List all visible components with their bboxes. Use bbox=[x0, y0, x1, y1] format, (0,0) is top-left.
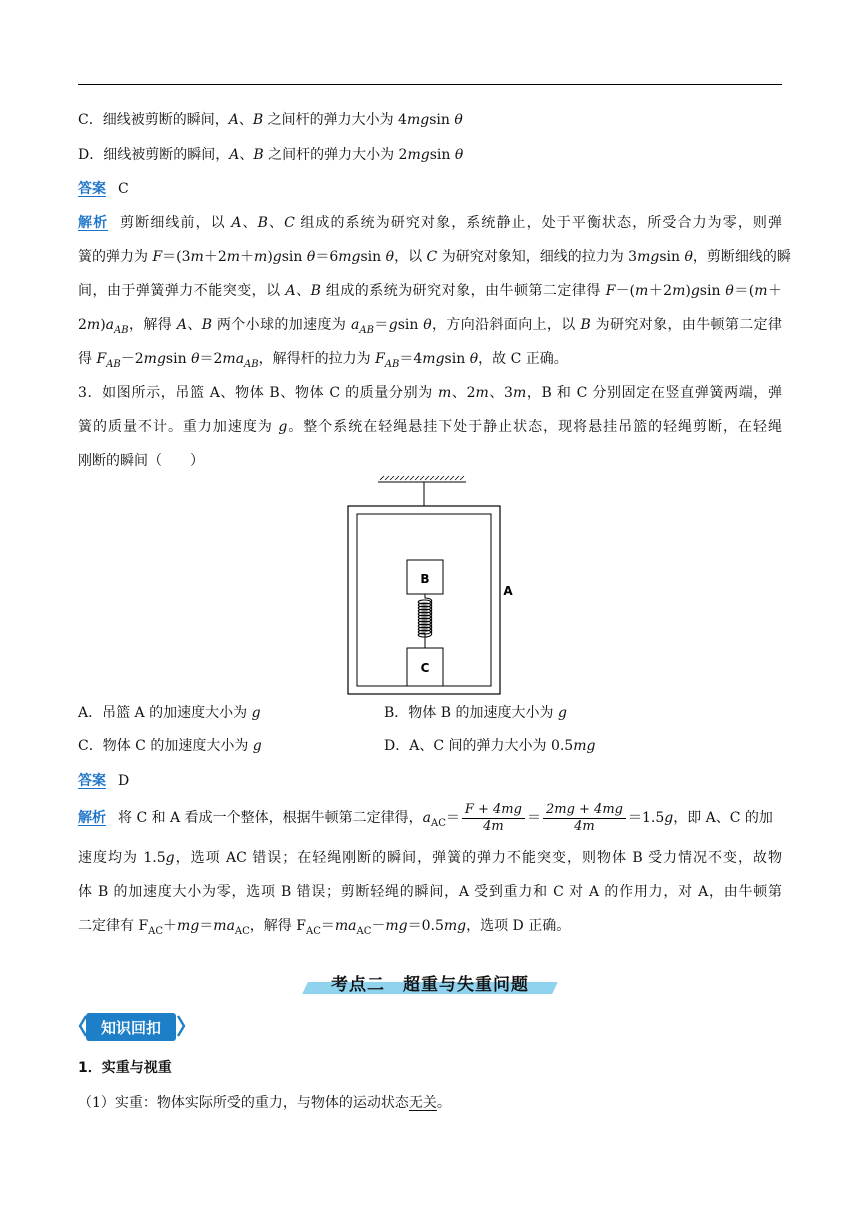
q3-analysis-line-1: 解析 将 C 和 A 看成一个整体，根据牛顿第二定律得，$a_{AC}=$ $\frac{F + 4mg}{4m}$ ＝ $\frac{2mg + 4mg}{4m}$ ＝1.5g，即 A、C 的加 bbox=[78, 801, 773, 834]
q2-option-c: C．细线被剪断的瞬间，A、B 之间杆的弹力大小为 4mgsin θ bbox=[78, 112, 463, 128]
basket-a-label: A bbox=[503, 584, 513, 598]
q3-analysis-line-4: 二定律有 $F_{AC}+mg=ma_{AC}$，解得 $F_{AC}=ma_{AC}-mg=0.5mg$，选项 D 正确。 bbox=[78, 918, 571, 937]
q3-analysis-line-2: 速度均为 1.5g，选项 AC 错误；在轻绳刚断的瞬间，弹簧的弹力不能突变，则物体 B 受力情况不变，故物 bbox=[78, 850, 782, 866]
knowledge-review-badge: 知识回扣 bbox=[78, 1013, 184, 1041]
q2-option-d: D．细线被剪断的瞬间，A、B 之间杆的弹力大小为 2mgsin θ bbox=[78, 147, 464, 163]
knowledge-item-1: （1）实重：物体实际所受的重力，与物体的运动状态无关。 bbox=[78, 1095, 451, 1111]
hanging-basket-figure bbox=[340, 474, 540, 698]
analysis-tag: 解析 bbox=[78, 215, 109, 231]
fraction-2: $\frac{2mg + 4mg}{4m}$ bbox=[543, 802, 626, 835]
q3-option-a: A．吊篮 A 的加速度大小为 g bbox=[78, 705, 261, 721]
q2-analysis-line-5: 得 $F_{AB}-2mgsin$ $\theta=2ma_{AB}$，解得杆的拉力为 $F_{AB}=4mgsin$ θ，故 C 正确。 bbox=[78, 351, 568, 370]
answer-tag: 答案 bbox=[78, 181, 106, 197]
ceiling-support bbox=[378, 476, 466, 482]
q3-stem-line-1: 3．如图所示，吊篮 A、物体 B、物体 C 的质量分别为 m、2m、3m，B 和 C 分别固定在竖直弹簧两端，弹 bbox=[78, 385, 782, 401]
q3-option-b: B．物体 B 的加速度大小为 g bbox=[384, 705, 567, 721]
q3-stem-line-3: 刚断的瞬间（ ） bbox=[78, 453, 204, 469]
section-title: 考点二 超重与失重问题 bbox=[305, 970, 555, 996]
q3-stem-line-2: 簧的质量不计。重力加速度为 g。整个系统在轻绳悬挂下处于静止状态，现将悬挂吊篮的轻绳剪断，在轻绳 bbox=[78, 419, 782, 435]
chevron-right-icon bbox=[176, 1015, 186, 1037]
q3-options-row-1 bbox=[78, 703, 782, 723]
q3-option-c: C．物体 C 的加速度大小为 g bbox=[78, 738, 262, 754]
spring bbox=[418, 594, 432, 648]
block-c-label: C bbox=[420, 661, 430, 675]
q3-analysis-line-3: 体 B 的加速度大小为零，选项 B 错误；剪断轻绳的瞬间，A 受到重力和 C 对 A 的作用力，对 A，由牛顿第 bbox=[78, 884, 782, 900]
q2-analysis-line-1: 解析 剪断细线前，以 A、B、C 组成的系统为研究对象，系统静止，处于平衡状态，所受合力为零，则弹 bbox=[78, 215, 782, 231]
q2-analysis-line-2: 簧的弹力为 F＝(3m＋2m＋m)gsin θ＝6mgsin θ，以 C 为研究对象知，细线的拉力为 3mgsin θ，剪断细线的瞬 bbox=[78, 249, 791, 265]
q3-options-row-2 bbox=[78, 736, 782, 756]
q3-option-d: D．A、C 间的弹力大小为 0.5mg bbox=[384, 738, 596, 754]
q2-answer: 答案 C bbox=[78, 181, 129, 197]
analysis-tag: 解析 bbox=[78, 810, 106, 826]
q2-analysis-line-4: $2m)a_{AB}$，解得 A、B 两个小球的加速度为 $a_{AB}=gsin$ θ，方向沿斜面向上，以 B 为研究对象，由牛顿第二定律 bbox=[78, 317, 783, 336]
q2-analysis-line-3: 间，由于弹簧弹力不能突变，以 A、B 组成的系统为研究对象，由牛顿第二定律得 F－(m＋2m)gsin θ＝(m＋ bbox=[78, 283, 783, 299]
answer-tag: 答案 bbox=[78, 773, 106, 789]
fraction-1: $\frac{F + 4mg}{4m}$ bbox=[462, 802, 525, 835]
knowledge-heading: 1．实重与视重 bbox=[78, 1060, 172, 1076]
header-rule bbox=[78, 84, 782, 85]
block-b-label: B bbox=[420, 572, 430, 586]
q3-answer: 答案 D bbox=[78, 773, 130, 789]
